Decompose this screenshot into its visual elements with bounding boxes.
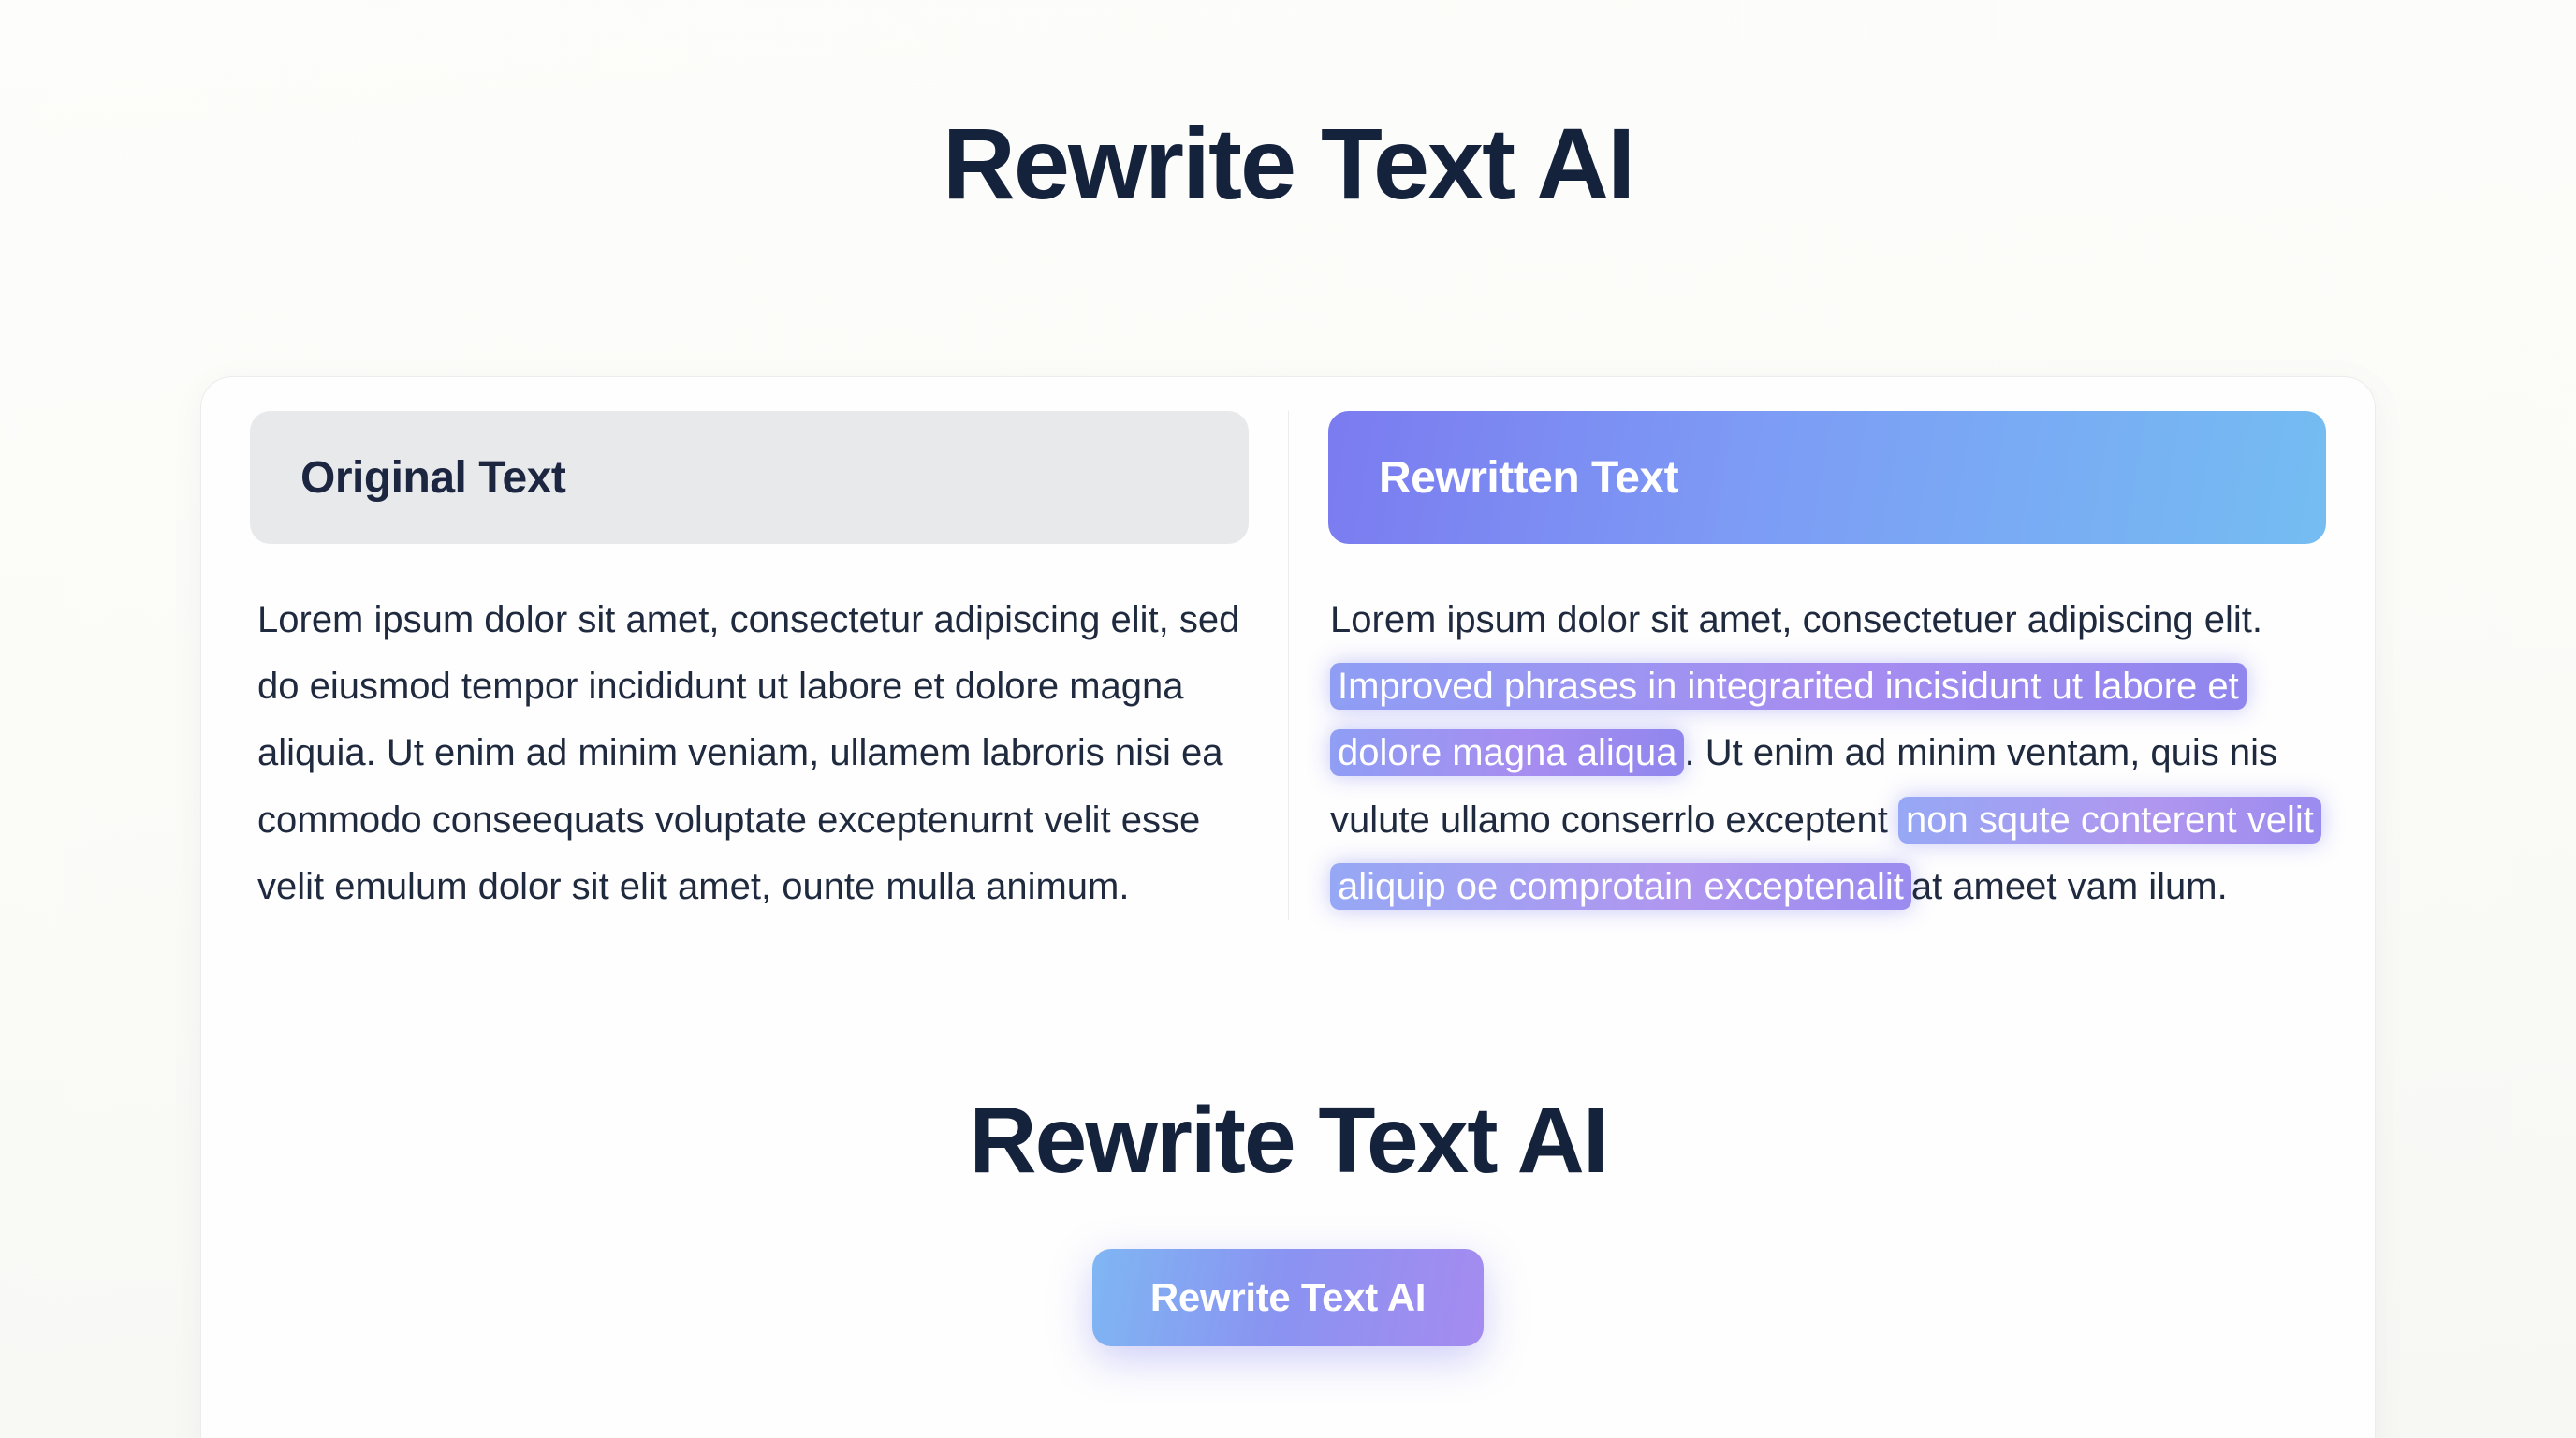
rewritten-text-body	[1328, 544, 2326, 920]
page-title: Rewrite Text AI	[942, 107, 1634, 220]
rewritten-highlight-1: Improved phrases in integrarited incisidunt ut labore et dolore magna aliqua	[1330, 663, 2247, 776]
rewritten-lead-text: Lorem ipsum dolor sit amet, consectetuer adipiscing elit.	[1330, 599, 2263, 640]
rewritten-text-panel	[1288, 411, 2326, 920]
rewritten-tail-text: at ameet vam ilum.	[1910, 865, 2228, 907]
rewritten-highlight-2: non squte conterent velit aliquip oe comprotain exceptenalit	[1330, 797, 2321, 910]
rewrite-card	[200, 376, 2376, 1438]
original-text-heading: Original Text	[250, 411, 1249, 544]
cta-container	[250, 1249, 2326, 1346]
rewrite-text-button[interactable]: Rewrite Text AI	[1092, 1249, 1484, 1346]
original-text-body: Lorem ipsum dolor sit amet, consectetur adipiscing elit, sed do eiusmod tempor incididunt ut labore et dolore magna aliquia. Ut enim ad minim veniam, ullamem labroris nisi ea commodo conseequats voluptate exceptenurnt velit esse velit emulum dolor sit elit amet, ounte mulla animum.	[257, 599, 1240, 907]
panels-container	[250, 411, 2326, 920]
original-text-panel	[250, 411, 1288, 920]
rewritten-text-heading: Rewritten Text	[1328, 411, 2326, 544]
rewritten-middle-text: . Ut enim ad minim ventam, quis nis vulute ullamo conserrlo exceptent	[1330, 732, 2278, 841]
footer-title: Rewrite Text AI	[969, 1087, 1607, 1193]
